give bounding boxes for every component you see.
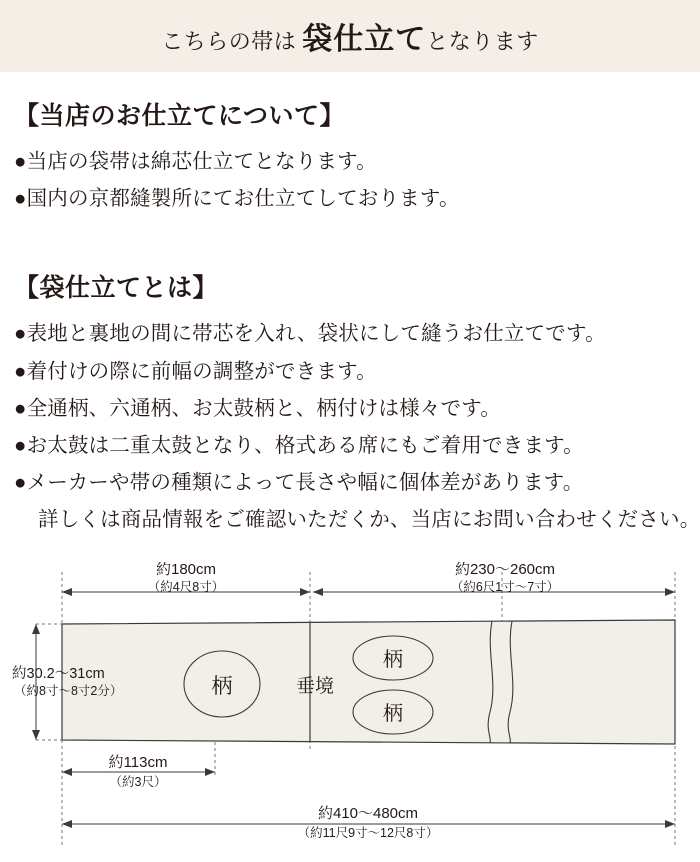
section-1-line-1: ●当店の袋帯は綿芯仕立てとなります。 (14, 151, 377, 173)
dim-bottom-left-sub: （約3尺） (109, 774, 167, 789)
section-2-line-2: ●着付けの際に前幅の調整ができます。 (14, 360, 377, 383)
banner-prefix: こちらの帯は (161, 29, 303, 54)
banner-suffix: となります (426, 29, 539, 54)
dim-bottom-total-main: 約410〜480cm (317, 804, 419, 822)
dim-top-left-sub: （約4尺8寸） (147, 579, 225, 594)
obi-dimension-diagram (0, 562, 700, 862)
banner-text (161, 14, 539, 58)
pattern-label-1: 柄 (211, 673, 233, 698)
section-1-line-2: ●国内の京都縫製所にてお仕立てしております。 (14, 188, 460, 211)
header-banner (0, 0, 700, 72)
dim-top-right-sub: （約6尺1寸〜7寸） (450, 579, 560, 594)
section-2-line-4: ●お太鼓は二重太鼓となり、格式ある席にもご着用できます。 (14, 435, 584, 458)
dim-height-sub: （約8寸〜8寸2分） (14, 683, 123, 698)
section-heading-2: 【袋仕立てとは】 (14, 275, 219, 303)
dim-height-main: 約30.2〜31cm (12, 665, 105, 682)
divider-label: 垂境 (295, 675, 335, 697)
dim-top-left-main: 約180cm (155, 561, 217, 578)
section-heading-1: 【当店のお仕立てについて】 (14, 103, 346, 130)
section-2-line-3: ●全通柄、六通柄、お太鼓柄と、柄付けは様々です。 (14, 397, 502, 420)
pattern-label-3: 柄 (383, 702, 403, 725)
pattern-label-2: 柄 (383, 648, 403, 671)
banner-highlight: 袋仕立て (302, 23, 427, 56)
section-2-line-5: ●メーカーや帯の種類によって長さや幅に個体差があります。 (14, 472, 584, 495)
dim-bottom-left-main: 約113cm (108, 753, 168, 771)
section-2-subline: 詳しくは商品情報をご確認いただくか、当店にお問い合わせください。 (38, 509, 700, 532)
dim-bottom-total-sub: （約11尺9寸〜12尺8寸） (297, 825, 439, 840)
dimension-line-height (32, 624, 62, 740)
dim-top-right-main: 約230〜260cm (454, 561, 556, 578)
content-area (0, 96, 700, 538)
section-2-line-1: ●表地と裏地の間に帯芯を入れ、袋状にして縫うお仕立てです。 (14, 323, 606, 346)
